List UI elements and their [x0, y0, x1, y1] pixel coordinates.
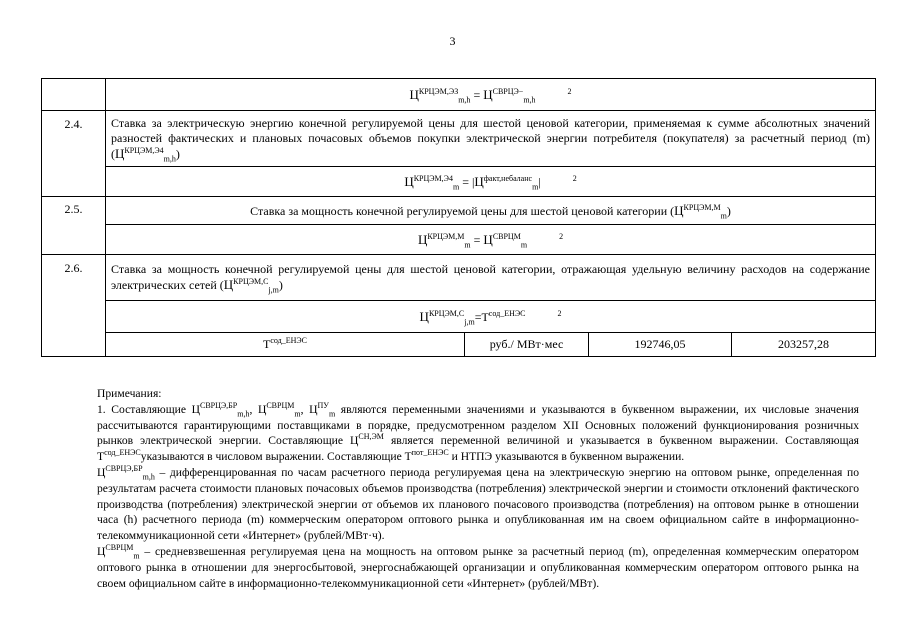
value-1: 192746,05 — [589, 333, 732, 357]
formula-e3: $Ц^{КРЦЭМ,ЭЗ}_{m,h} = Ц^{СВРЦЭ-}_{m,h}^2$ — [106, 79, 876, 111]
row-2-5 — [42, 197, 876, 225]
value-label: $Т^{сод\_ЕНЭС}$ — [106, 333, 465, 357]
note-3: $Ц^{СВРЦМ}_m$ – средневзвешенная регулируемая цена на мощность на оптовом рынке за расчетный период (m), определенная коммерческим оператором оптового рынка в отношении для энергосбытовой, энергоснабжающей организации и опубликованная коммерческим оператором оптового рынка на своем официальном сайте в информационно-телекоммуникационной сети «Интернет» (рублей/МВт). — [97, 543, 859, 590]
formula-c: $Ц^{КРЦЭМ,С}_{j,m}=Т^{сод\_ЕНЭС}$ $^2$ — [106, 301, 876, 333]
row-number: 2.6. — [42, 255, 106, 357]
formula-row-e3 — [42, 79, 876, 111]
value-unit: руб./ МВт·мес — [465, 333, 589, 357]
formula-e4: $Ц^{КРЦЭМ,Э4}_m = |Ц^{факт,небаланс}_m|$ $^2$ — [106, 167, 876, 197]
notes-title: Примечания: — [97, 387, 162, 400]
row-text: Ставка за мощность конечной регулируемой цены для шестой ценовой категории, отражающая удельную величину расходов на содержание электрических сетей $(Ц^{КРЦЭМ,С}_{j,m})$ — [106, 255, 876, 301]
row-2-6 — [42, 255, 876, 301]
note-1: 1. Составляющие $Ц^{СВРЦЭ,БР}_{m,h}$, $Ц^{СВРЦМ}_m$, $Ц^{ПУ}_m$ являются переменными значениями и указываются в буквенном выражении, их числовые значения рассчитываются гарантирующими поставщиками в порядке, предусмотренном разделом XII Основных положений функционирования розничных рынков электрической энергии. Составляющие $Ц^{СН,ЭМ}$ является переменной величиной и указывается в буквенном выражении. Составляющая $Т^{сод\_ЕНЭС}указываются$ в числовом выражении. Составляющие $Т^{пот\_ЕНЭС}$ и НТПЭ указываются в буквенном выражении. — [97, 400, 860, 464]
row-number: 2.4. — [42, 111, 106, 197]
notes — [97, 386, 859, 591]
formula-m: $Ц^{КРЦЭМ,М}_m = Ц^{СВРЦМ}_m^2$ — [106, 225, 876, 255]
row-number: 2.5. — [42, 197, 106, 255]
note-2: $Ц^{СВРЦЭ,БР}_{m,h}$ – дифференцированная по часам расчетного периода регулируемая цена на электрическую энергию на оптовом рынке, определенная по результатам расчета стоимости плановых почасовых объемов производства (потребления) электрической энергии и стоимости отклонений фактического производства (потребления) электрической энергии от объемов их планового почасового производства (потребления) на оптовом рынке в отношении часа (h) расчетного периода (m) коммерческим оператором оптового рынка и опубликованная им на своем официальном сайте в информационно-телекоммуникационной сети «Интернет» (рублей/МВт·ч). — [97, 464, 859, 543]
row-text: Ставка за мощность конечной регулируемой цены для шестой ценовой категории $(Ц^{КРЦЭМ,М}_m)$ — [106, 197, 876, 225]
value-row — [42, 333, 876, 357]
row-text: Ставка за электрическую энергию конечной регулируемой цены для шестой ценовой категории, применяемая к сумме абсолютных значений разностей фактических и плановых почасовых объемов покупки электрической энергии потребителя (покупателя) за расчетный период (m) $(Ц^{КРЦЭМ,Э4}_{m,h})$ — [106, 111, 876, 167]
formula-row-m — [42, 225, 876, 255]
page-number: 3 — [449, 34, 456, 48]
row-2-4 — [42, 111, 876, 167]
formula-row-e4 — [42, 167, 876, 197]
tariff-table — [41, 78, 876, 357]
formula-row-c — [42, 301, 876, 333]
value-2: 203257,28 — [732, 333, 876, 357]
